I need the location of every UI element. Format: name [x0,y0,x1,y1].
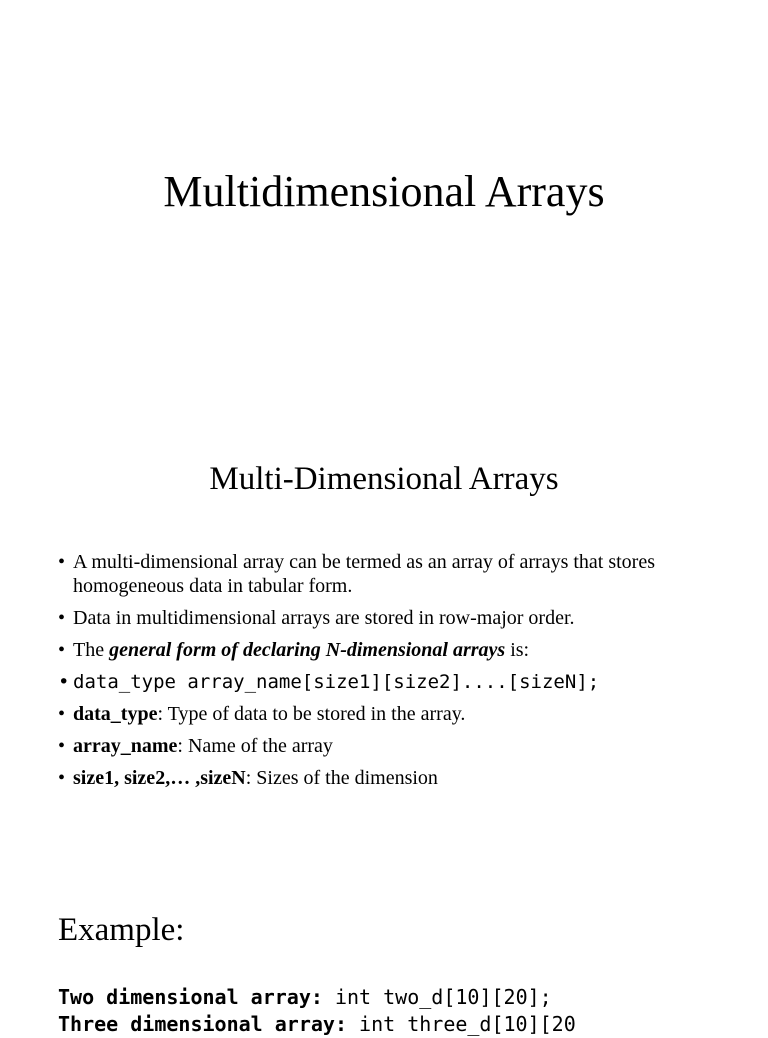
bullet-sizes [58,766,718,790]
desc-data-type: : Type of data to be stored in the array. [157,703,466,725]
example-line-2d [58,984,576,1011]
slide-title-multidimensional-arrays: Multidimensional Arrays [163,167,605,216]
bullet-definition: • A multi-dimensional array can be termed as an array of arrays that stores homogeneous data in tabular form. [58,550,718,598]
general-form-prefix: The [73,639,110,661]
example-label-2d: Two dimensional array: [58,985,323,1009]
bullet-row-major: • Data in multidimensional arrays are stored in row-major order. [58,606,718,630]
example-code-3d: int three_d[10][20 [346,1012,576,1036]
example-line-3d [58,1011,576,1038]
general-form-suffix: is: [505,639,530,661]
example-code-2d: int two_d[10][20]; [322,985,552,1009]
term-data-type: data_type [73,703,158,725]
slide-title-multi-dimensional-arrays: Multi-Dimensional Arrays [209,461,559,497]
example-code-block [58,984,576,1038]
bullet-syntax-code: • data_type array_name[size1][size2]....[sizeN]; [58,670,718,694]
bullet-data-type [58,702,718,726]
slide-title-example: Example: [58,912,185,948]
example-label-3d: Three dimensional array: [58,1012,347,1036]
general-form-emphasis: general form of declaring N-dimensional arrays [109,639,506,661]
term-sizes: size1, size2,… ,sizeN [73,767,246,789]
desc-sizes: : Sizes of the dimension [245,767,438,789]
bullet-array-name [58,734,718,758]
bullet-general-form [58,638,718,662]
desc-array-name: : Name of the array [177,735,333,757]
bullet-list [58,550,718,798]
term-array-name: array_name [73,735,178,757]
